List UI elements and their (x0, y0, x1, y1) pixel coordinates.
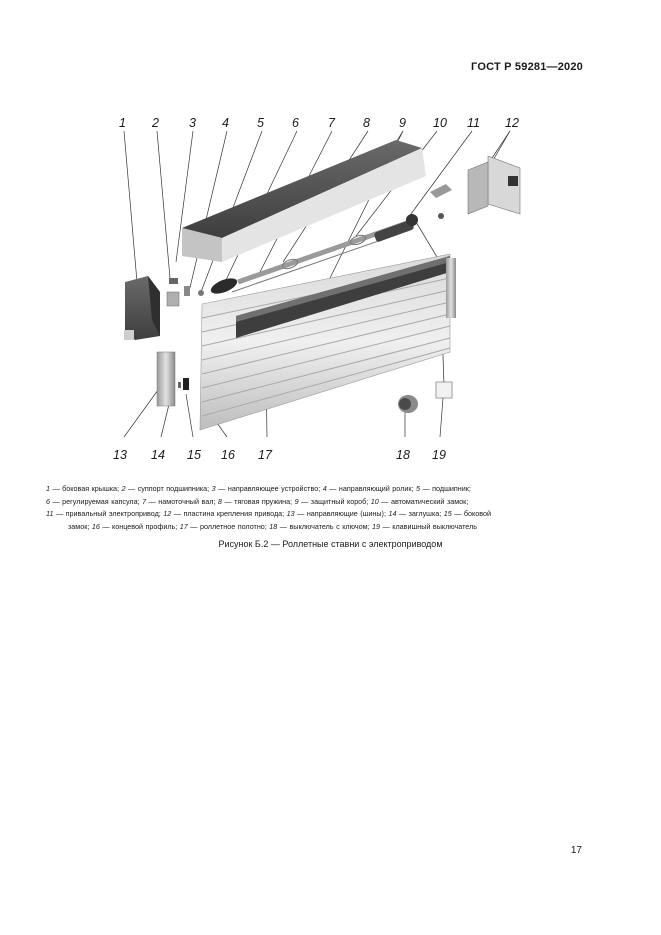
part-label: 4 (222, 116, 229, 130)
bearing-support (167, 292, 179, 306)
page-number: 17 (570, 845, 582, 856)
part-label: 11 (467, 116, 480, 130)
part-label: 3 (189, 116, 196, 130)
figure-legend (46, 483, 584, 534)
right-guide-rail (446, 258, 456, 318)
part-label: 6 (292, 116, 299, 130)
document-header: ГОСТ Р 59281—2020 (471, 61, 583, 73)
part-label: 5 (257, 116, 264, 130)
part-label: 9 (399, 116, 406, 130)
motor-head (406, 214, 418, 226)
legend-line: замок; 16 — концевой профиль; 17 — роллетное полотно; 18 — выключатель с ключом; 19 — клавишный выключатель (68, 522, 478, 532)
guide-roller (184, 286, 190, 296)
rocker-switch (436, 382, 452, 398)
guide-device (169, 278, 178, 284)
part-label: 8 (363, 116, 370, 130)
part-label: 16 (221, 448, 235, 462)
part-label: 13 (113, 448, 127, 462)
legend-line: 11 — привальный электропривод; 12 — пластина крепления привода; 13 — направляющие (шины); 14 — заглушка; 15 — боковой (46, 509, 492, 519)
part-numbers-bottom (113, 448, 446, 462)
side-cover (124, 276, 160, 340)
part-label: 12 (505, 116, 519, 130)
part-label: 19 (432, 448, 446, 462)
legend-line: 6 — регулируемая капсула; 7 — намоточный вал; 8 — тяговая пружина; 9 — защитный короб; 10 — автоматический замок; (46, 496, 469, 506)
bearing (198, 290, 204, 296)
part-label: 17 (258, 448, 272, 462)
figure-caption: Рисунок Б.2 — Роллетные ставни с электроприводом (218, 539, 443, 549)
automatic-lock (430, 184, 452, 198)
part-label: 14 (151, 448, 165, 462)
legend-line: 1 — боковая крышка; 2 — суппорт подшипника; 3 — направляющее устройство; 4 — направляющий ролик; 5 — подшипник; (46, 484, 471, 493)
part-numbers-top (119, 116, 519, 130)
side-lock (183, 378, 189, 390)
protective-box (182, 140, 426, 262)
part-label: 2 (152, 116, 159, 130)
part-label: 15 (187, 448, 201, 462)
key-switch (398, 395, 418, 413)
part-label: 7 (328, 116, 335, 130)
end-cap (178, 382, 181, 388)
motor-mount-plate (468, 156, 520, 214)
part-label: 18 (396, 448, 410, 462)
part-label: 10 (433, 116, 447, 130)
part-label: 1 (119, 116, 126, 130)
guide-rail (157, 352, 175, 406)
adjustable-capsule (209, 275, 239, 297)
